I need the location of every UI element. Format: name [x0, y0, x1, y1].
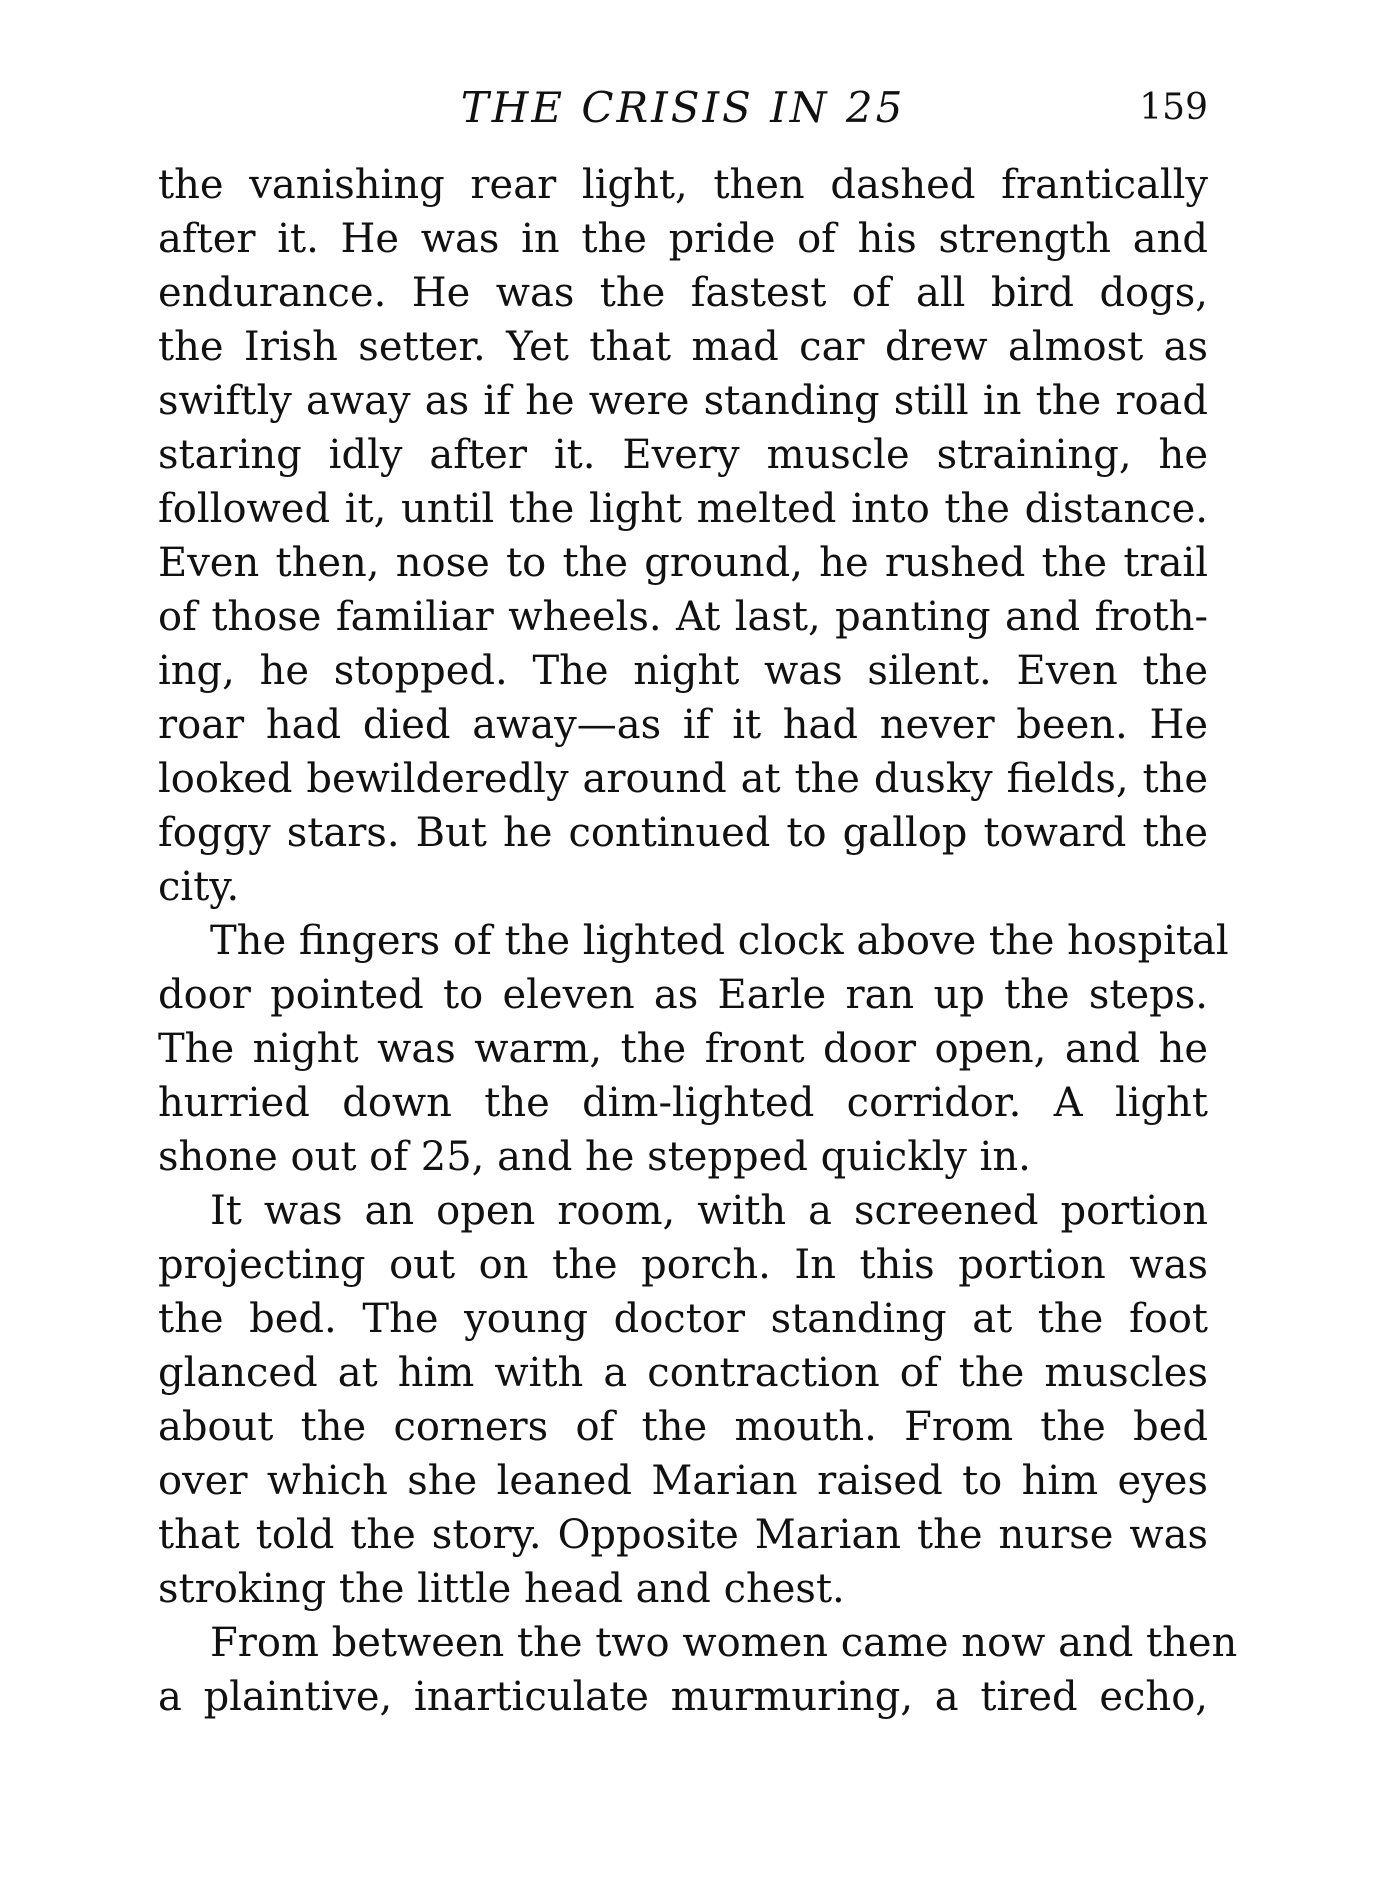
text-line: looked bewilderedly around at the dusky fields, the — [158, 756, 1208, 802]
text-line: swiftly away as if he were standing still in the road — [158, 378, 1208, 424]
text-line: the Irish setter. Yet that mad car drew almost as — [158, 324, 1208, 370]
text-line: From between the two women came now and then — [210, 1620, 1238, 1666]
text-line: ing, he stopped. The night was silent. Even the — [158, 648, 1208, 694]
text-line: about the corners of the mouth. From the bed — [158, 1404, 1208, 1450]
text-line: of those familiar wheels. At last, panting and froth- — [158, 594, 1208, 640]
text-line: door pointed to eleven as Earle ran up the steps. — [158, 972, 1208, 1018]
body-text — [158, 158, 1238, 1724]
text-line: the bed. The young doctor standing at the foot — [158, 1296, 1208, 1342]
text-line: after it. He was in the pride of his strength and — [158, 216, 1208, 262]
text-line: shone out of 25, and he stepped quickly in. — [158, 1134, 1031, 1180]
text-line: projecting out on the porch. In this portion was — [158, 1242, 1208, 1288]
paragraph-1 — [158, 158, 1208, 914]
text-line: over which she leaned Marian raised to him eyes — [158, 1458, 1208, 1504]
text-line: hurried down the dim-lighted corridor. A light — [158, 1080, 1208, 1126]
text-line: the vanishing rear light, then dashed frantically — [158, 162, 1208, 208]
running-title: THE CRISIS IN 25 — [460, 83, 906, 132]
paragraph-2 — [158, 914, 1229, 1184]
text-line: staring idly after it. Every muscle straining, he — [158, 432, 1208, 478]
running-head — [158, 78, 1208, 138]
paragraph-3 — [158, 1184, 1208, 1616]
paragraph-4 — [158, 1616, 1238, 1724]
text-line: a plaintive, inarticulate murmuring, a tired echo, — [158, 1674, 1208, 1720]
text-line: Even then, nose to the ground, he rushed the trail — [158, 540, 1208, 586]
text-line: endurance. He was the fastest of all bird dogs, — [158, 270, 1208, 316]
text-line: The night was warm, the front door open, and he — [158, 1026, 1208, 1072]
text-line: roar had died away—as if it had never been. He — [158, 702, 1208, 748]
text-line: glanced at him with a contraction of the muscles — [158, 1350, 1208, 1396]
text-line: stroking the little head and chest. — [158, 1566, 845, 1612]
text-line: that told the story. Opposite Marian the nurse was — [158, 1512, 1208, 1558]
text-line: city. — [158, 864, 240, 910]
page-number: 159 — [1139, 87, 1208, 128]
text-line: foggy stars. But he continued to gallop toward the — [158, 810, 1208, 856]
text-line: followed it, until the light melted into the distance. — [158, 486, 1208, 532]
text-line: The fingers of the lighted clock above the hospital — [210, 918, 1229, 964]
text-line: It was an open room, with a screened portion — [210, 1188, 1208, 1234]
